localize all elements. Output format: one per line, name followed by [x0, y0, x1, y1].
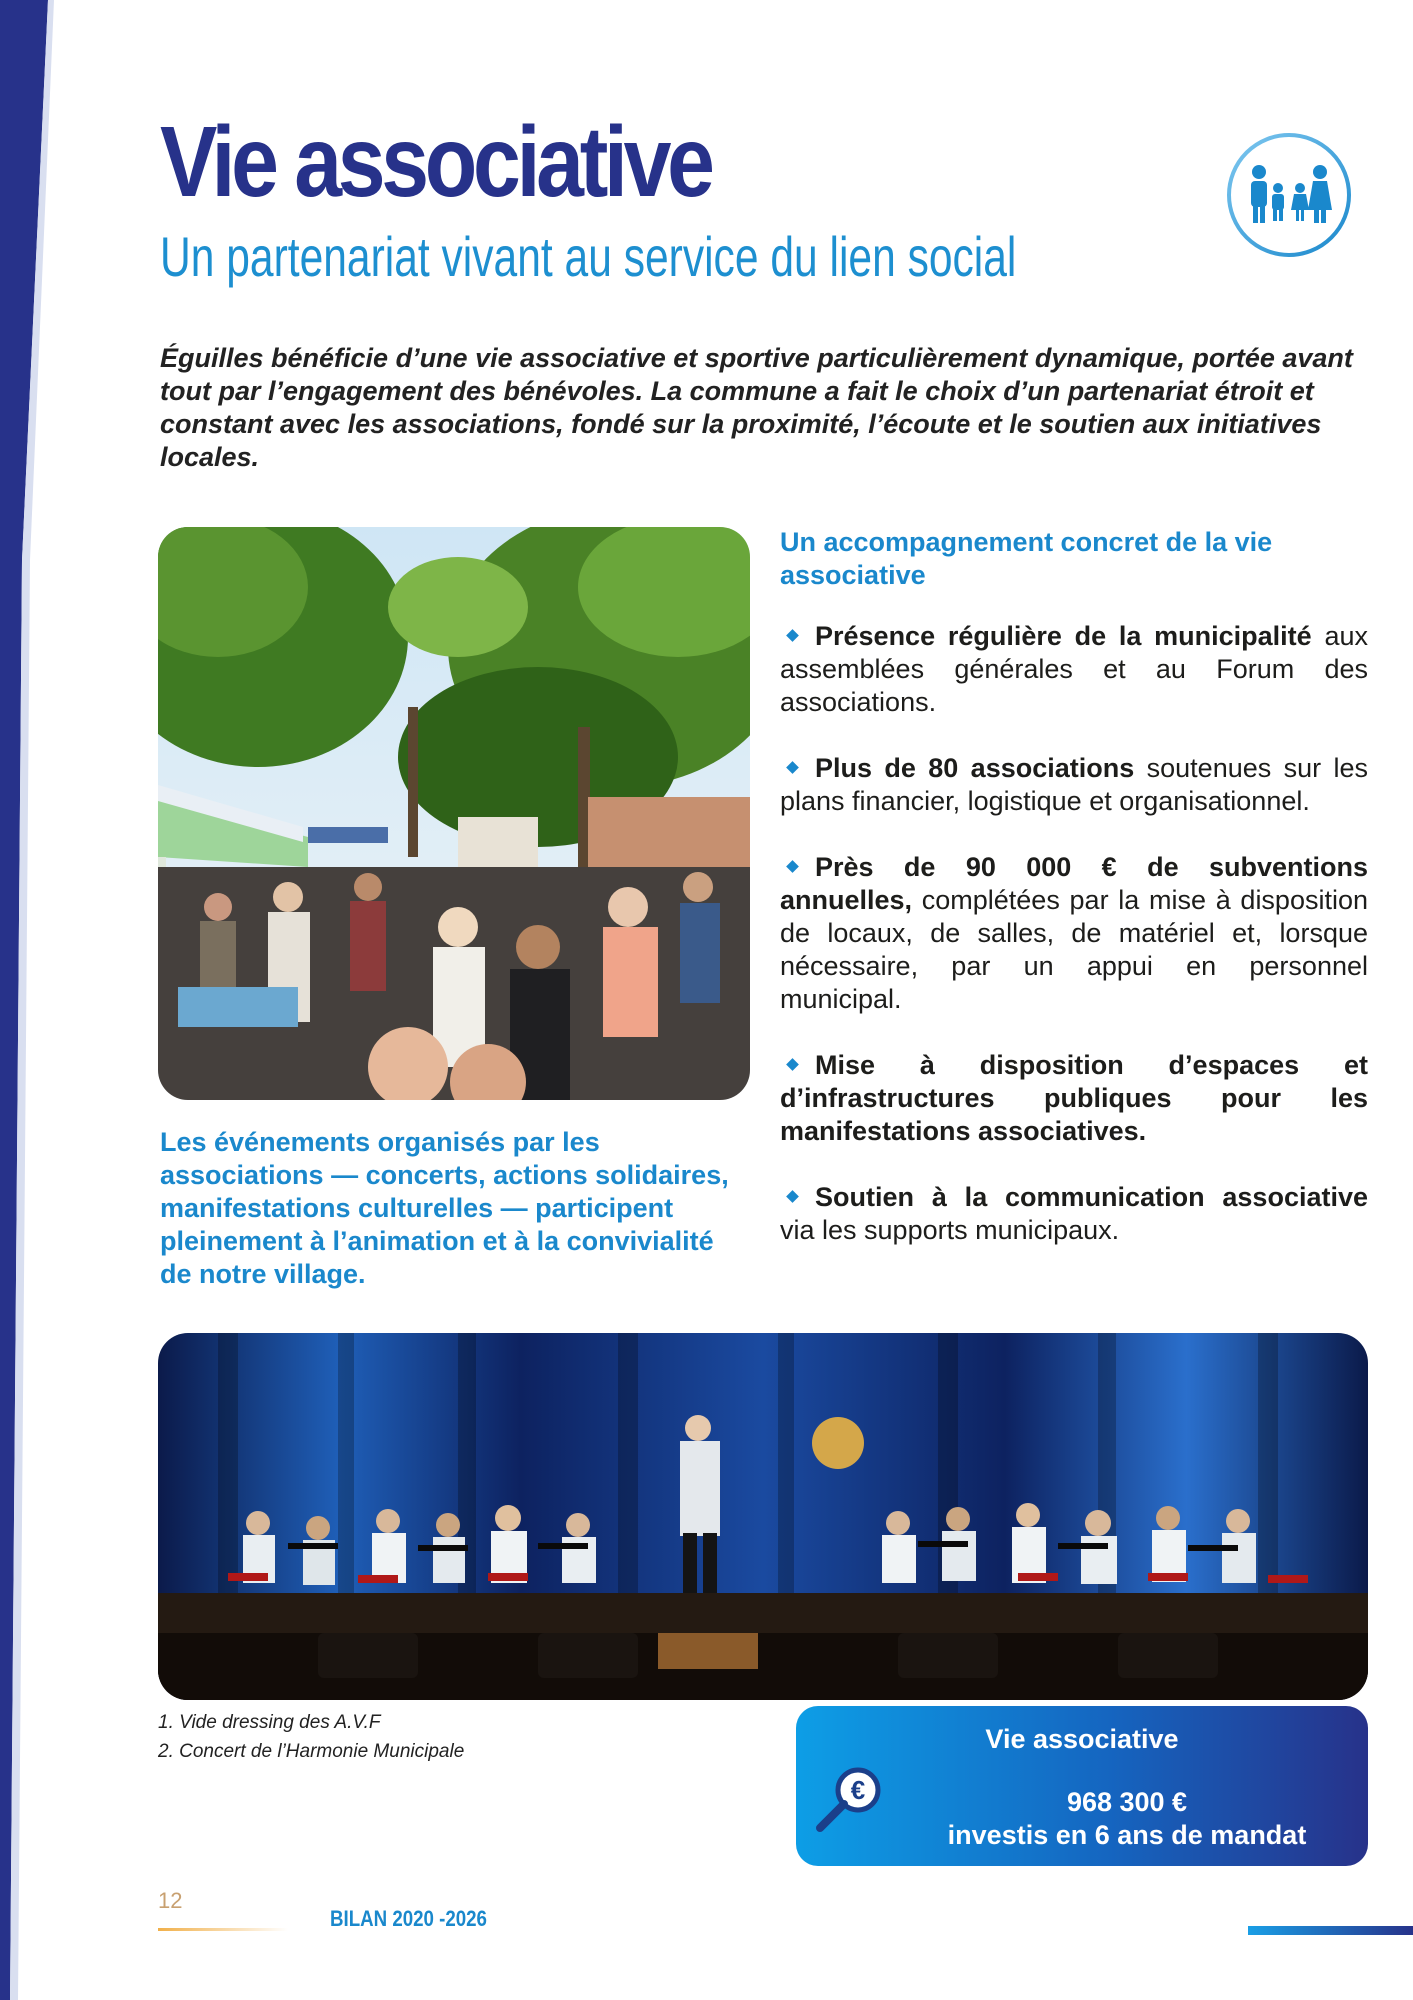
family-people-icon [1224, 130, 1354, 260]
page-title: Vie associative [160, 106, 711, 218]
bullet-item: Mise à disposition d’espaces et d’infrastructures publiques pour les manifestations associatives. [780, 1050, 1368, 1146]
svg-text:€: € [850, 1775, 866, 1805]
stat-title: Vie associative [985, 1724, 1179, 1754]
bullet-item: Plus de 80 associations soutenues sur les plans financier, logistique et organisationnel. [780, 753, 1369, 816]
stat-amount: 968 300 € [1066, 1787, 1188, 1817]
photo-caption: 1. Vide dressing des A.V.F [158, 1712, 381, 1733]
support-section [780, 526, 1368, 1280]
diamond-bullet-icon [786, 630, 799, 643]
page-edge-decoration [0, 0, 60, 2000]
page-subtitle: Un partenariat vivant au service du lien social [160, 225, 1017, 288]
footer-accent-bar [1248, 1926, 1413, 1935]
euro-magnifier-icon [810, 1758, 890, 1838]
diamond-bullet-icon [786, 762, 799, 775]
footer-label: BILAN 2020 -2026 [330, 1906, 487, 1931]
intro-paragraph: Éguilles bénéficie d’une vie associative et sportive particulièrement dynamique, portée avant tout par l’engagement des bénévoles. La commune a fait le choix d’un partenariat étroit et constant avec les associations, fondé sur la proximité, l’écoute et le soutien aux initiatives locales. [160, 343, 1353, 472]
page-number: 12 [158, 1888, 183, 1913]
events-highlight-text: Les événements organisés par les associations — concerts, actions solidaires, manifestations culturelles — participent pleinement à l’animation et à la convivialité de notre village. [160, 1127, 729, 1289]
diamond-bullet-icon [786, 1059, 799, 1072]
market-crowd-photo [158, 527, 750, 1100]
stat-value [886, 1786, 1368, 1852]
bullet-item: Présence régulière de la municipalité aux assemblées générales et au Forum des associations. [780, 621, 1368, 717]
diamond-bullet-icon [786, 861, 799, 874]
stat-description: investis en 6 ans de mandat [947, 1820, 1307, 1850]
footer-divider [158, 1928, 288, 1931]
photo-captions [158, 1708, 464, 1766]
bullet-item: Près de 90 000 € de subventions annuelles, complétées par la mise à disposition de locaux, de salles, de matériel et, lorsque nécessaire, par un appui en personnel municipal. [780, 852, 1368, 1014]
budget-stat-box [796, 1706, 1368, 1866]
support-section-heading: Un accompagnement concret de la vie associative [780, 527, 1273, 590]
diamond-bullet-icon [786, 1191, 799, 1204]
bullet-item: Soutien à la communication associative via les supports municipaux. [780, 1182, 1368, 1245]
concert-photo [158, 1333, 1368, 1700]
photo-caption: 2. Concert de l’Harmonie Municipale [158, 1741, 465, 1762]
